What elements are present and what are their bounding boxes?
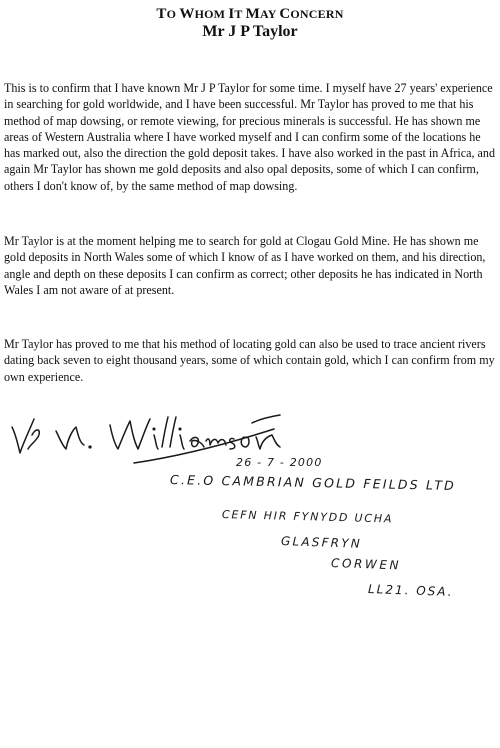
address-line-1: CEFN HIR FYNYDD UCHA bbox=[221, 508, 394, 526]
body-paragraph-3: Mr Taylor has proved to me that his method of locating gold can also be used to trace ancient rivers dating back seven to eight thousand years, some of which contain gold, which I can confirm from my own experience. bbox=[4, 337, 495, 384]
signature-date: 26 - 7 - 2000 bbox=[236, 456, 323, 469]
signature-title-line: C.E.O CAMBRIAN GOLD FEILDS LTD bbox=[169, 472, 457, 493]
body-paragraph-1: This is to confirm that I have known Mr J P Taylor for some time. I myself have 27 years' experience in searching for gold worldwide, and I have been successful. Mr Taylor has proved to me that his method of map dowsing, or remote viewing, for precious minerals is successful. He has shown me areas of Western Australia where I have worked myself and I can confirm some of the locations he has marked out, also the direction the gold deposit takes. I have also worked in the past in Africa, and again Mr Taylor has shown me gold deposits and also opal deposits, some of which I can confirm, others I don't know of, by the same method of map dowsing. bbox=[4, 81, 496, 193]
address-line-2: GLASFRYN bbox=[280, 534, 363, 551]
letter-title: TO WHOM IT MAY CONCERN bbox=[156, 6, 344, 22]
body-paragraph-2: Mr Taylor is at the moment helping me to search for gold at Clogau Gold Mine. He has shown me gold deposits in North Wales some of which I know of as I have worked on them, and his direction, angle and depth on these deposits I can confirm as correct; other deposits he has indicated in North Wales I am not aware of at present. bbox=[4, 234, 486, 297]
address-postcode: LL21. OSA. bbox=[367, 582, 454, 599]
letter-subject: Mr J P Taylor bbox=[202, 23, 298, 40]
letter-header bbox=[0, 5, 500, 41]
address-line-3: CORWEN bbox=[330, 556, 402, 573]
